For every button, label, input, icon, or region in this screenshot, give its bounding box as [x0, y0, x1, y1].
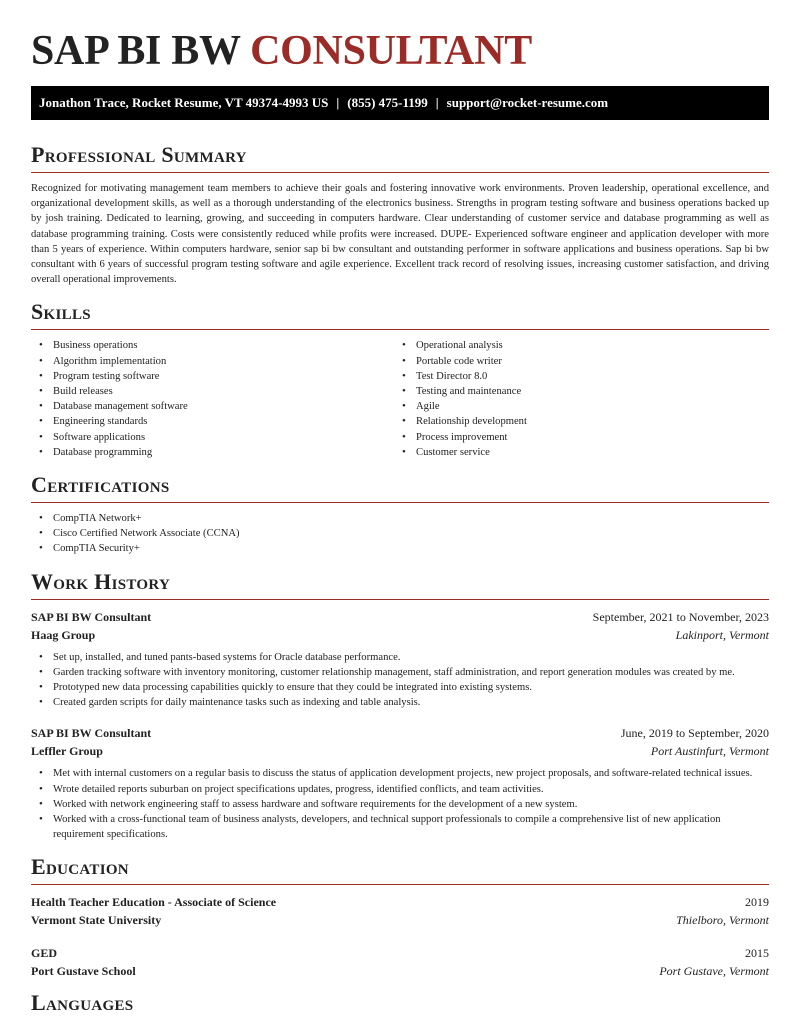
job-location: Port Austinfurt, Vermont	[650, 744, 769, 759]
job-bullet: • Created garden scripts for daily maintenance tasks such as indexing and table analysis.	[31, 695, 769, 710]
job-bullets	[31, 766, 769, 842]
skill-item: • Test Director 8.0	[394, 369, 757, 384]
skill-item: • Agile	[394, 399, 757, 414]
job-bullet: • Worked with a cross-functional team of business analysts, developers, and technical support professionals to compile a comprehensive list of new application requirement specifications.	[31, 812, 769, 842]
job-header-row	[31, 724, 769, 742]
job-location: Lakinport, Vermont	[675, 627, 769, 642]
skills-list-left	[31, 338, 394, 460]
education-degree-row	[31, 893, 769, 911]
job-dates: September, 2021 to November, 2023	[592, 609, 769, 624]
section-divider	[31, 172, 769, 173]
title-accent: CONSULTANT	[250, 28, 532, 74]
skill-item: • Program testing software	[31, 369, 394, 384]
education-degree: GED	[31, 946, 58, 961]
job-company-row	[31, 626, 769, 644]
skill-item: • Algorithm implementation	[31, 354, 394, 369]
job-entry	[31, 724, 769, 842]
job-bullet: • Garden tracking software with inventory monitoring, customer relationship management, staff administration, and report generation modules was created by me.	[31, 665, 769, 680]
contact-bar	[31, 86, 769, 120]
certification-item: • CompTIA Security+	[31, 541, 769, 556]
contact-phone[interactable]: (855) 475-1199	[347, 95, 428, 110]
contact-separator: |	[435, 95, 439, 110]
job-bullet: • Wrote detailed reports suburban on project specifications updates, progress, identified conflicts, and team activities.	[31, 782, 769, 797]
job-bullet: • Set up, installed, and tuned pants-based systems for Oracle database performance.	[31, 650, 769, 665]
education-school: Vermont State University	[31, 913, 162, 928]
job-company: Haag Group	[31, 627, 96, 642]
job-company: Leffler Group	[31, 744, 103, 759]
section-title-languages: Languages	[31, 990, 134, 1016]
contact-email[interactable]: support@rocket-resume.com	[446, 95, 609, 110]
education-entry	[31, 893, 769, 929]
skill-item: • Relationship development	[394, 414, 757, 429]
skill-item: • Portable code writer	[394, 354, 757, 369]
skill-item: • Business operations	[31, 338, 394, 353]
summary-text: Recognized for motivating management team members to achieve their goals and fostering innovative work environments. Proven leadership, operational excellence, and organizational development skills, as well as a thorough understanding of the electronics business. Strengths in program testing software and business operations backed up by josh training. Dedicated to learning, growing, and succeeding in computers hardware. Clear understanding of customer service and database programming as well as database programming training. Costs were consistently reduced while profits were increased. DUPE- Experienced software engineer and application developer with more than 5 years of experience. Within computers hardware, senior sap bi bw consultant and outstanding performer in software applications and business operations. Sap bi bw consultant with 6 years of successful program testing software and agile experience. Excellent track record of resolving issues, increasing customer satisfaction, and driving overall operational improvements.	[31, 183, 769, 286]
job-dates: June, 2019 to September, 2020	[620, 726, 769, 741]
skill-item: • Process improvement	[394, 430, 757, 445]
job-bullet: • Met with internal customers on a regular basis to discuss the status of application development projects, new project proposals, and software-related technical issues.	[31, 766, 769, 781]
education-degree-row	[31, 944, 769, 962]
section-title-certifications: Certifications	[31, 472, 170, 498]
education-degree: Health Teacher Education - Associate of Science	[31, 895, 277, 910]
job-bullet: • Prototyped new data processing capabilities quickly to ensure that they could be integrated into existing systems.	[31, 680, 769, 695]
contact-address: Jonathon Trace, Rocket Resume, VT 49374-4993 US	[39, 95, 329, 110]
section-divider	[31, 884, 769, 885]
certifications-section	[31, 472, 769, 557]
skill-item: • Database programming	[31, 445, 394, 460]
education-entry	[31, 944, 769, 980]
skill-item: • Build releases	[31, 384, 394, 399]
contact-separator: |	[336, 95, 340, 110]
skills-list-right	[394, 338, 757, 460]
job-company-row	[31, 742, 769, 760]
education-section	[31, 854, 769, 980]
certification-item: • Cisco Certified Network Associate (CCNA)	[31, 526, 769, 541]
title-main: SAP BI BW	[31, 28, 240, 74]
section-title-education: Education	[31, 854, 129, 880]
skill-item: • Operational analysis	[394, 338, 757, 353]
education-year: 2019	[745, 895, 769, 910]
skill-item: • Database management software	[31, 399, 394, 414]
certification-item: • CompTIA Network+	[31, 511, 769, 526]
job-entry	[31, 608, 769, 711]
languages-section	[31, 990, 769, 1016]
skill-item: • Engineering standards	[31, 414, 394, 429]
job-title: SAP BI BW Consultant	[31, 609, 152, 624]
job-title: SAP BI BW Consultant	[31, 726, 152, 741]
education-location: Port Gustave, Vermont	[659, 964, 769, 979]
certifications-list	[31, 511, 769, 557]
education-location: Thielboro, Vermont	[676, 913, 769, 928]
section-divider	[31, 599, 769, 600]
skill-item: • Customer service	[394, 445, 757, 460]
resume-page	[31, 0, 769, 1016]
job-header-row	[31, 608, 769, 626]
skill-item: • Software applications	[31, 430, 394, 445]
skill-item: • Testing and maintenance	[394, 384, 757, 399]
job-bullets	[31, 650, 769, 711]
work-history-section	[31, 569, 769, 843]
section-title-work-history: Work History	[31, 568, 171, 594]
education-school-row	[31, 962, 769, 980]
education-year: 2015	[745, 946, 769, 961]
resume-title	[31, 0, 769, 84]
summary-section	[31, 142, 769, 287]
skills-grid	[31, 338, 769, 460]
section-divider	[31, 329, 769, 330]
section-title-skills: Skills	[31, 299, 91, 325]
section-title-summary: Professional Summary	[31, 142, 247, 167]
section-divider	[31, 502, 769, 503]
job-bullet: • Worked with network engineering staff to assess hardware and software requirements for the development of a new system.	[31, 797, 769, 812]
skills-section	[31, 299, 769, 460]
education-school-row	[31, 911, 769, 929]
education-school: Port Gustave School	[31, 964, 136, 979]
